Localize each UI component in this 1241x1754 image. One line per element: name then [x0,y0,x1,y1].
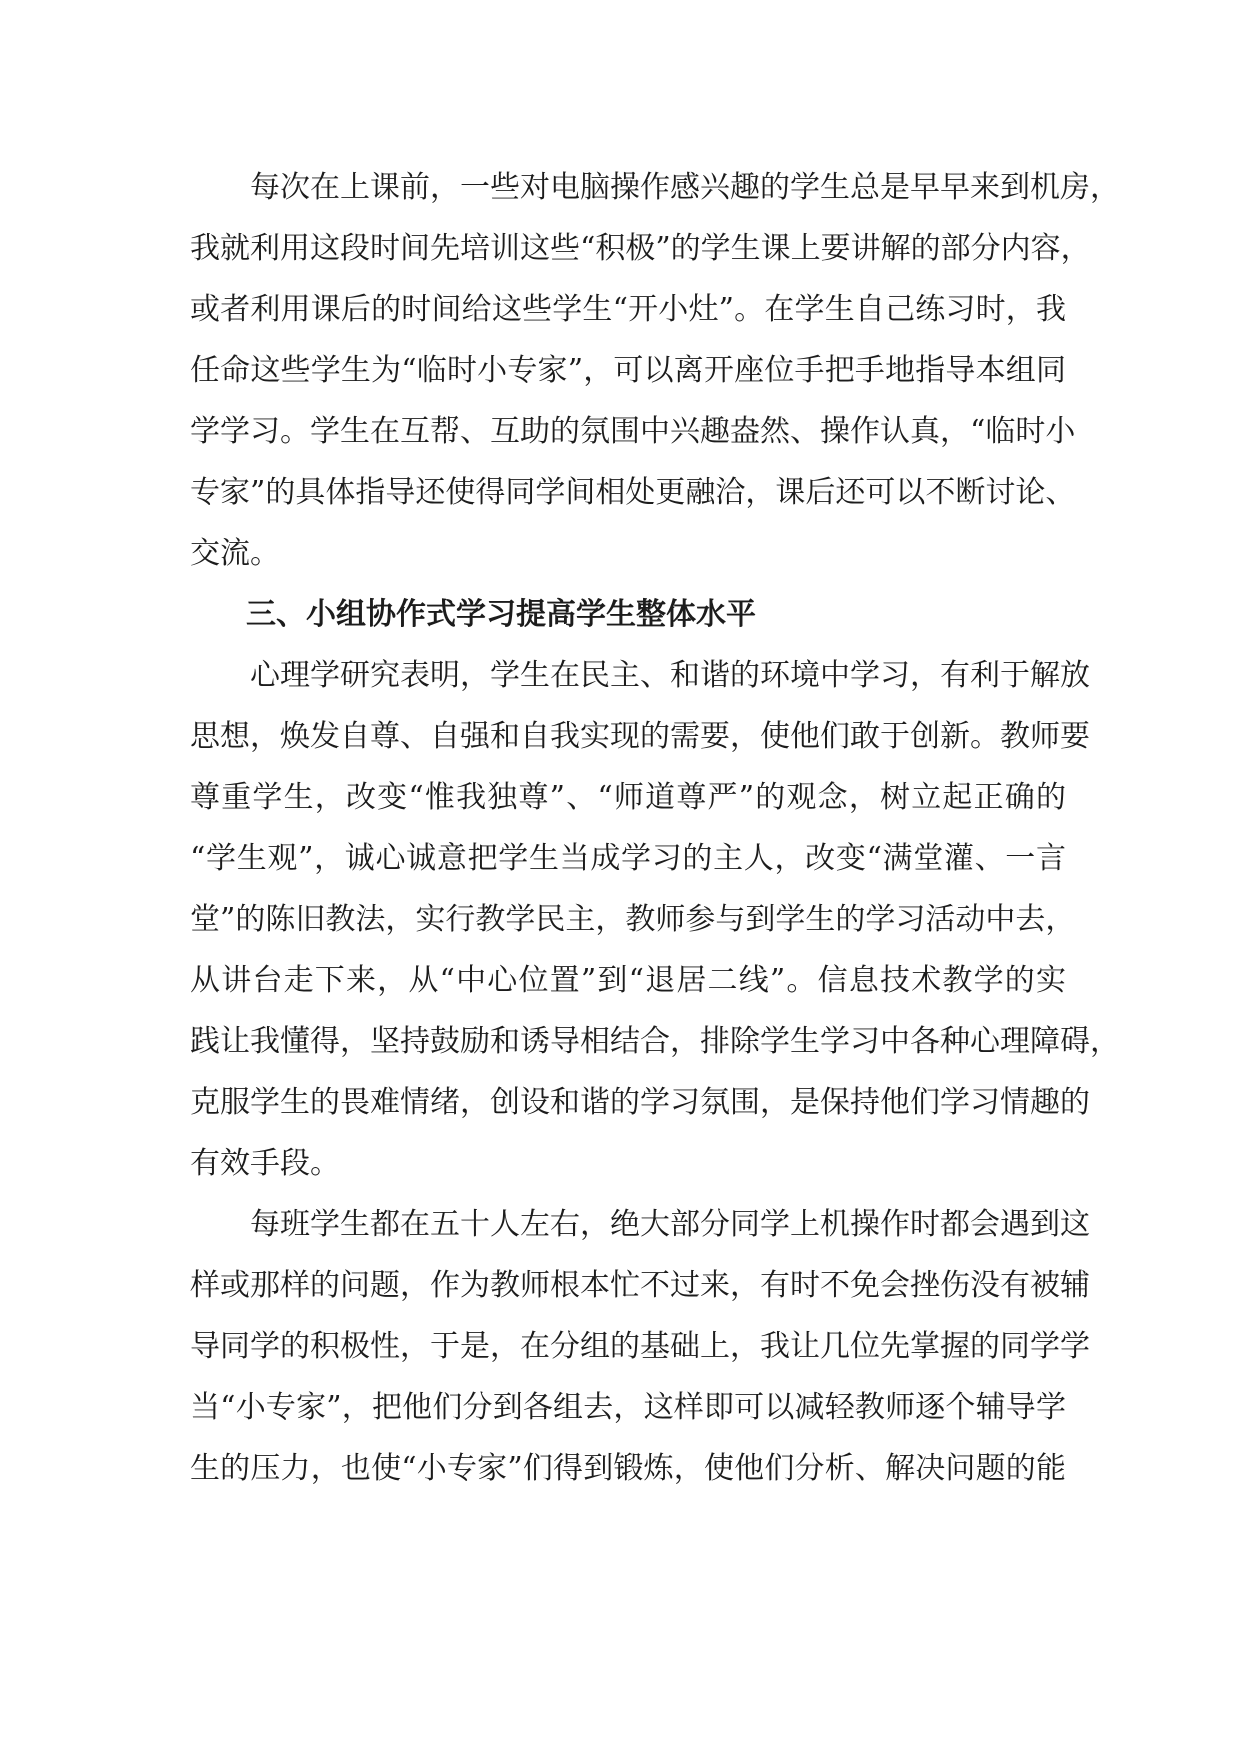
paragraph-2 [190,645,1120,1194]
text-line: “学生观”，诚心诚意把学生当成学习的主人，改变“满堂灌、一言 [190,841,1066,876]
text-line: 我就利用这段时间先培训这些“积极”的学生课上要讲解的部分内容， [190,231,1091,266]
text-line: 有效手段。 [190,1146,340,1181]
text-line: 专家”的具体指导还使得同学间相处更融洽，课后还可以不断讨论、 [190,475,1076,510]
text-line: 当“小专家”，把他们分到各组去，这样即可以减轻教师逐个辅导学 [190,1390,1066,1425]
text-line: 尊重学生，改变“惟我独尊”、“师道尊严”的观念，树立起正确的 [190,780,1066,815]
text-line: 任命这些学生为“临时小专家”，可以离开座位手把手地指导本组同 [190,353,1066,388]
document-body [190,157,1120,1499]
text-line: 每班学生都在五十人左右，绝大部分同学上机操作时都会遇到这 [190,1207,1090,1242]
text-line: 学学习。学生在互帮、互助的氛围中兴趣盎然、操作认真，“临时小 [190,414,1076,449]
text-line: 思想，焕发自尊、自强和自我实现的需要，使他们敢于创新。教师要 [190,719,1090,754]
text-line: 样或那样的问题，作为教师根本忙不过来，有时不免会挫伤没有被辅 [190,1268,1090,1303]
text-line: 生的压力，也使“小专家”们得到锻炼，使他们分析、解决问题的能 [190,1451,1066,1486]
text-line: 导同学的积极性，于是，在分组的基础上，我让几位先掌握的同学学 [190,1329,1090,1364]
text-line: 或者利用课后的时间给这些学生“开小灶”。在学生自己练习时，我 [190,292,1066,327]
text-line: 堂”的陈旧教法，实行教学民主，教师参与到学生的学习活动中去， [190,902,1076,937]
text-line: 践让我懂得，坚持鼓励和诱导相结合，排除学生学习中各种心理障碍， [190,1024,1120,1059]
paragraph-3 [190,1194,1090,1499]
text-line: 克服学生的畏难情绪，创设和谐的学习氛围，是保持他们学习情趣的 [190,1085,1090,1120]
text-line: 每次在上课前，一些对电脑操作感兴趣的学生总是早早来到机房， [190,170,1120,205]
paragraph-1 [190,157,1120,584]
section-heading: 三、小组协作式学习提高学生整体水平 [246,597,756,632]
text-line: 交流。 [190,536,280,571]
text-line: 从讲台走下来，从“中心位置”到“退居二线”。信息技术教学的实 [190,963,1066,998]
text-line: 心理学研究表明，学生在民主、和谐的环境中学习，有利于解放 [190,658,1090,693]
